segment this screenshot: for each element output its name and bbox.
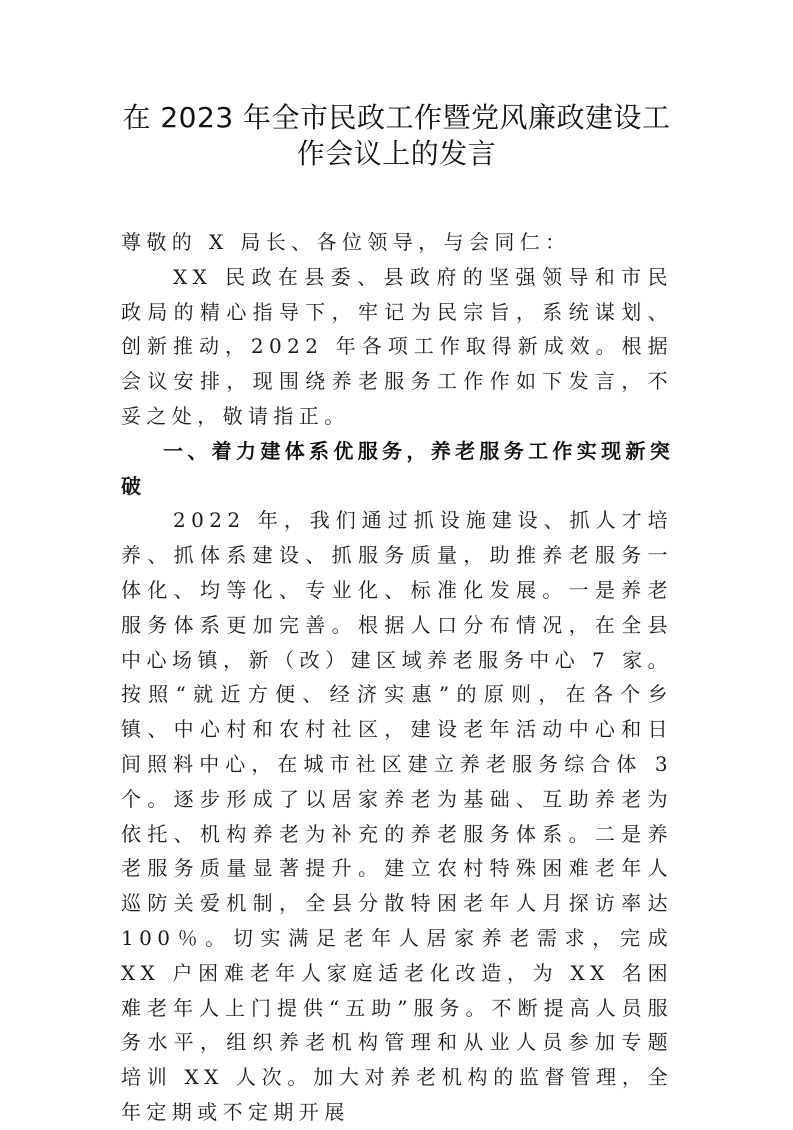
document-title [100, 100, 693, 172]
salutation: 尊敬的 X 局长、各位领导，与会同仁： [121, 230, 571, 254]
section-1-paragraph: 2022 年，我们通过抓设施建设、抓人才培养、抓体系建设、抓服务质量，助推养老服务一体化、均等化、专业化、标准化发展。一是养老服务体系更加完善。根据人口分布情况，在全县中心场镇，新（改）建区域养老服务中心 7 家。按照“就近方便、经济实惠”的原则，在各个乡镇、中心村和农村社区，建设老年活动中心和日间照料中心，在城市社区建立养老服务综合体 3 个。逐步形成了以居家养老为基础、互助养老为依托、机构养老为补充的养老服务体系。二是养老服务质量显著提升。建立农村特殊困难老年人巡防关爱机制，全县分散特困老年人月探访率达 100％。切实满足老年人居家养老需求，完成 XX 户困难老年人家庭适老化改造，为 XX 名困难老年人上门提供“五助”服务。不断提高人员服务水平，组织养老机构管理和从业人员参加专题培训 XX 人次。加大对养老机构的监督管理，全年定期或不定期开展 [121, 508, 673, 1124]
title-line-2: 作会议上的发言 [296, 137, 497, 170]
section-heading-1: 一、着力建体系优服务，养老服务工作实现新突破 [121, 438, 673, 498]
title-line-1: 在 2023 年全市民政工作暨党风廉政建设工 [122, 101, 671, 134]
intro-paragraph: XX 民政在县委、县政府的坚强领导和市民政局的精心指导下，牢记为民宗旨，系统谋划、创新推动，2022 年各项工作取得新成效。根据会议安排，现围绕养老服务工作作如下发言，不妥之处，敬请指正。 [121, 264, 673, 428]
document-body [121, 225, 673, 1130]
